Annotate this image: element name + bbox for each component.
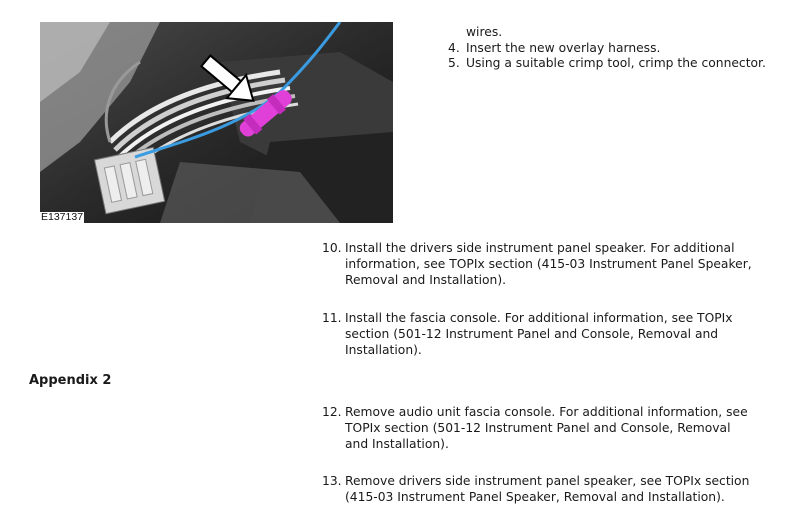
step-text: Using a suitable crimp tool, crimp the connector. [466, 56, 766, 70]
appendix-heading: Appendix 2 [29, 373, 112, 388]
step-text: Insert the new overlay harness. [466, 41, 661, 55]
continuation-text: wires. [466, 25, 503, 39]
step-text: Install the fascia console. For additional information, see TOPIx section (501-12 Instrument Panel and Console, Removal and Installation). [345, 311, 733, 357]
step-number: 5. [448, 56, 460, 70]
step-12 [322, 404, 754, 452]
step-number: 13. [322, 474, 342, 488]
step-11 [322, 310, 754, 358]
list-item [430, 56, 770, 71]
step-text: Remove drivers side instrument panel speaker, see TOPIx section (415-03 Instrument Panel Speaker, Removal and Installation). [345, 474, 750, 504]
step-number: 10. [322, 241, 342, 255]
step-10 [322, 240, 754, 288]
step-number: 11. [322, 311, 342, 325]
step-text: Remove audio unit fascia console. For additional information, see TOPIx section (501-12 Instrument Panel and Console, Removal and Installation). [345, 405, 748, 451]
figure-id-label: E137137 [41, 211, 84, 223]
list-item [430, 41, 770, 56]
step-number: 12. [322, 405, 342, 419]
sub-step-list [430, 41, 770, 71]
wiring-harness-illustration [40, 22, 393, 223]
step-number: 4. [448, 41, 460, 55]
step-text: Install the drivers side instrument panel speaker. For additional information, see TOPIx section (415-03 Instrument Panel Speaker, Removal and Installation). [345, 241, 752, 287]
step-13 [322, 473, 754, 505]
figure-photo [40, 22, 393, 223]
